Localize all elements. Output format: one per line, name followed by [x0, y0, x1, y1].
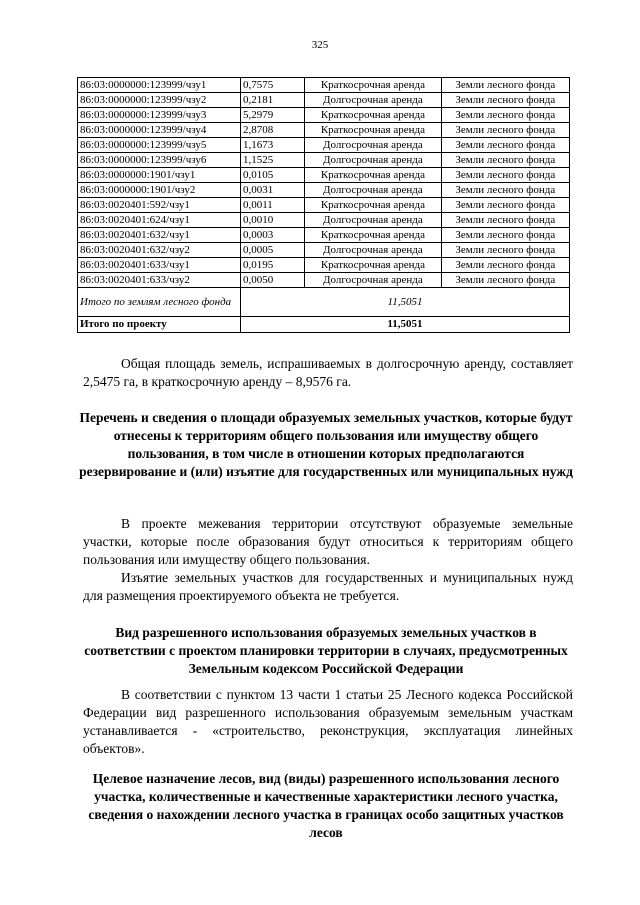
- cell-id: 86:03:0020401:633/чзу1: [78, 258, 241, 273]
- cell-area: 0,0050: [240, 273, 304, 288]
- total-label: Итого по проекту: [78, 317, 241, 333]
- cell-id: 86:03:0020401:632/чзу2: [78, 243, 241, 258]
- paragraph-lease-area-text: Общая площадь земель, испрашиваемых в долгосрочную аренду, составляет 2,5475 га, в краткосрочную аренду – 8,9576 га.: [83, 356, 573, 389]
- cell-category: Земли лесного фонда: [441, 78, 569, 93]
- subtotal-label: Итого по землям лесного фонда: [78, 288, 241, 317]
- cell-lease: Краткосрочная аренда: [305, 258, 441, 273]
- paragraph-lease-area: [83, 355, 573, 391]
- cell-area: 1,1673: [240, 138, 304, 153]
- cell-id: 86:03:0000000:123999/чзу6: [78, 153, 241, 168]
- cell-area: 2,8708: [240, 123, 304, 138]
- cell-category: Земли лесного фонда: [441, 138, 569, 153]
- cell-category: Земли лесного фонда: [441, 198, 569, 213]
- table-row: [78, 213, 570, 228]
- cell-category: Земли лесного фонда: [441, 108, 569, 123]
- cell-area: 0,0011: [240, 198, 304, 213]
- cell-id: 86:03:0020401:632/чзу1: [78, 228, 241, 243]
- subtotal-row: [78, 288, 570, 317]
- cell-area: 0,0003: [240, 228, 304, 243]
- cell-lease: Краткосрочная аренда: [305, 108, 441, 123]
- paragraph-forest-code-text: В соответствии с пунктом 13 части 1 статьи 25 Лесного кодекса Российской Федерации вид разрешенного использования образуемым земельным участкам устанавливается - «строительство, реконструкция, эксплуатация линейных объектов».: [83, 687, 573, 756]
- cell-id: 86:03:0020401:633/чзу2: [78, 273, 241, 288]
- cell-id: 86:03:0000000:123999/чзу5: [78, 138, 241, 153]
- table-body: [78, 78, 570, 333]
- cell-lease: Краткосрочная аренда: [305, 228, 441, 243]
- heading-permitted-use: Вид разрешенного использования образуемых земельных участков в соответствии с проектом планировки территории в случаях, предусмотренных Земельным кодексом Российской Федерации: [84, 625, 568, 676]
- cell-id: 86:03:0000000:123999/чзу2: [78, 93, 241, 108]
- cell-category: Земли лесного фонда: [441, 243, 569, 258]
- table-row: [78, 108, 570, 123]
- cell-id: 86:03:0000000:1901/чзу2: [78, 183, 241, 198]
- table-row: [78, 123, 570, 138]
- cell-area: 0,0005: [240, 243, 304, 258]
- cell-id: 86:03:0000000:123999/чзу1: [78, 78, 241, 93]
- total-value: 11,5051: [240, 317, 569, 333]
- table-row: [78, 198, 570, 213]
- total-row: [78, 317, 570, 333]
- cell-lease: Долгосрочная аренда: [305, 183, 441, 198]
- table-row: [78, 78, 570, 93]
- table-row: [78, 183, 570, 198]
- paragraph-forest-code: [83, 686, 573, 758]
- cell-id: 86:03:0000000:123999/чзу4: [78, 123, 241, 138]
- cell-lease: Долгосрочная аренда: [305, 243, 441, 258]
- paragraph-no-public-plots-text: В проекте межевания территории отсутствуют образуемые земельные участки, которые после образования будут относиться к территориям общего пользования или имуществу общего пользования.: [83, 516, 573, 567]
- cell-id: 86:03:0000000:123999/чзу3: [78, 108, 241, 123]
- cell-lease: Долгосрочная аренда: [305, 213, 441, 228]
- table-row: [78, 138, 570, 153]
- cell-category: Земли лесного фонда: [441, 213, 569, 228]
- page-number: 325: [311, 39, 329, 51]
- table-row: [78, 273, 570, 288]
- heading-public-use-plots: Перечень и сведения о площади образуемых земельных участков, которые будут отнесены к территориям общего пользования или имуществу общего пользования, в том числе в отношении которых предполагаются резервирование и (или) изъятие для государственных или муниципальных нужд: [79, 410, 573, 479]
- cell-category: Земли лесного фонда: [441, 273, 569, 288]
- paragraph-no-seizure: [83, 569, 573, 605]
- table-row: [78, 93, 570, 108]
- paragraph-no-public-plots: [83, 515, 573, 569]
- cell-lease: Краткосрочная аренда: [305, 78, 441, 93]
- cell-lease: Долгосрочная аренда: [305, 93, 441, 108]
- cell-area: 0,7575: [240, 78, 304, 93]
- cell-category: Земли лесного фонда: [441, 228, 569, 243]
- cell-lease: Краткосрочная аренда: [305, 168, 441, 183]
- cell-category: Земли лесного фонда: [441, 183, 569, 198]
- cell-category: Земли лесного фонда: [441, 258, 569, 273]
- cell-area: 5,2979: [240, 108, 304, 123]
- heading-forest-purpose: Целевое назначение лесов, вид (виды) разрешенного использования лесного участка, количественные и качественные характеристики лесного участка, сведения о нахождении лесного участка в границах особо защитных участков лесов: [88, 771, 564, 840]
- table-row: [78, 258, 570, 273]
- paragraph-no-seizure-text: Изъятие земельных участков для государственных и муниципальных нужд для размещения проектируемого объекта не требуется.: [83, 570, 573, 603]
- cell-id: 86:03:0020401:592/чзу1: [78, 198, 241, 213]
- cell-area: 0,0031: [240, 183, 304, 198]
- subtotal-value: 11,5051: [240, 288, 569, 317]
- cell-category: Земли лесного фонда: [441, 168, 569, 183]
- land-plots-table: [77, 77, 570, 333]
- cell-lease: Долгосрочная аренда: [305, 153, 441, 168]
- cell-area: 0,2181: [240, 93, 304, 108]
- cell-area: 0,0010: [240, 213, 304, 228]
- cell-area: 0,0105: [240, 168, 304, 183]
- table-row: [78, 153, 570, 168]
- cell-category: Земли лесного фонда: [441, 123, 569, 138]
- cell-lease: Краткосрочная аренда: [305, 123, 441, 138]
- cell-lease: Долгосрочная аренда: [305, 273, 441, 288]
- table-row: [78, 168, 570, 183]
- cell-category: Земли лесного фонда: [441, 153, 569, 168]
- table-row: [78, 243, 570, 258]
- cell-id: 86:03:0000000:1901/чзу1: [78, 168, 241, 183]
- cell-lease: Долгосрочная аренда: [305, 138, 441, 153]
- cell-category: Земли лесного фонда: [441, 93, 569, 108]
- cell-area: 1,1525: [240, 153, 304, 168]
- cell-area: 0,0195: [240, 258, 304, 273]
- table-row: [78, 228, 570, 243]
- cell-lease: Краткосрочная аренда: [305, 198, 441, 213]
- cell-id: 86:03:0020401:624/чзу1: [78, 213, 241, 228]
